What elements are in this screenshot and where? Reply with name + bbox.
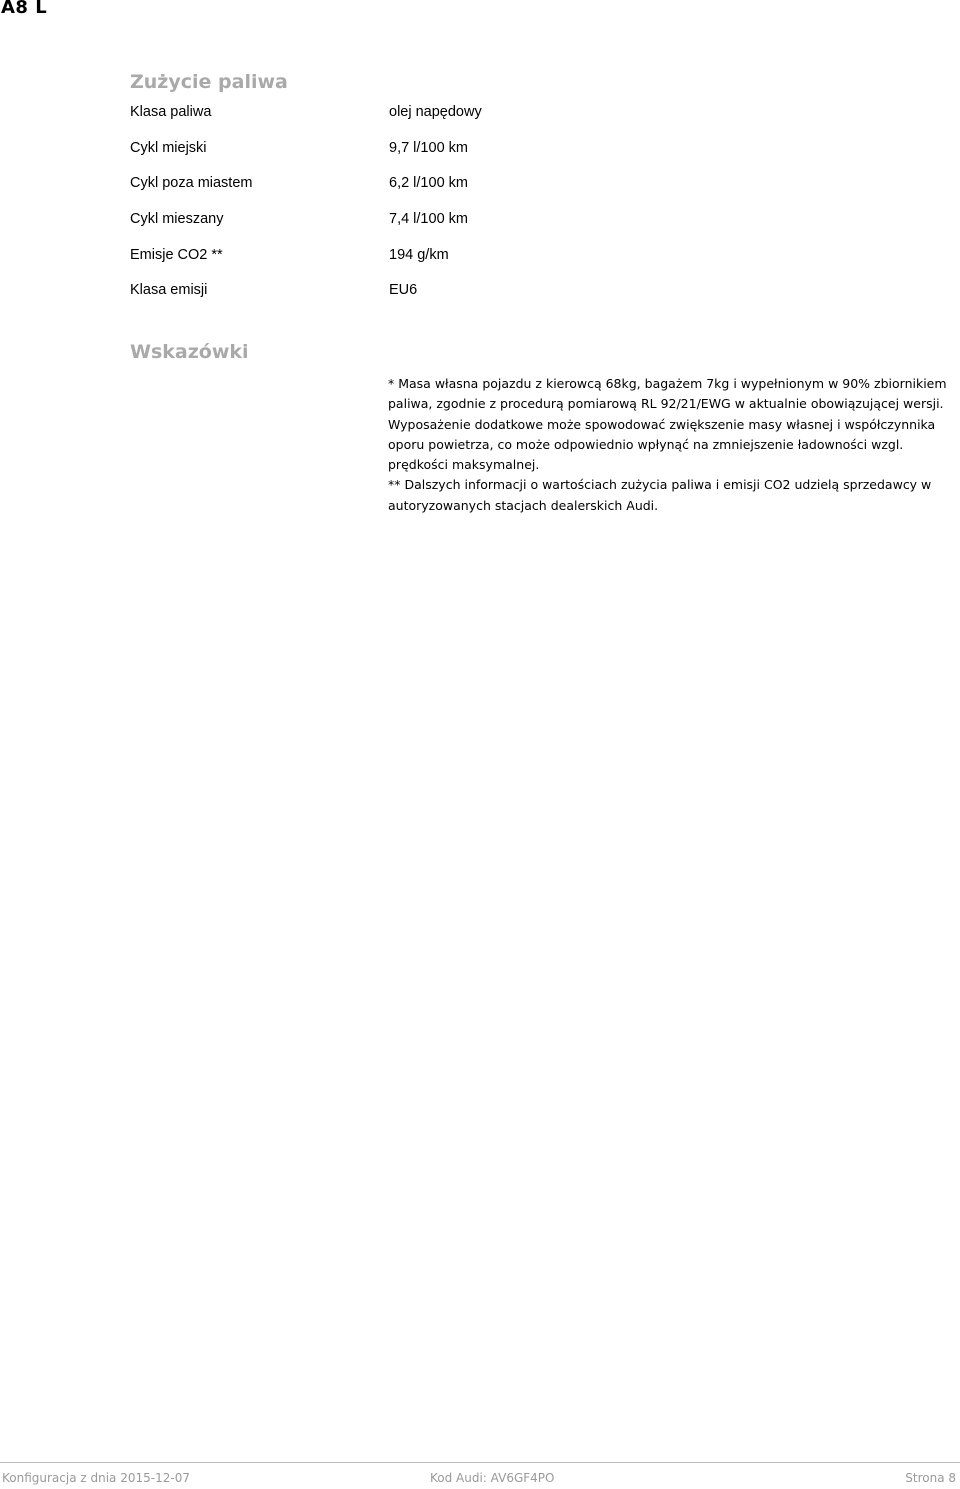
fuel-value: 9,7 l/100 km <box>389 139 468 156</box>
footer-page-number: Strona 8 <box>905 1471 956 1485</box>
fuel-consumption-heading: Zużycie paliwa <box>130 71 288 93</box>
fuel-label: Cykl mieszany <box>130 211 224 228</box>
fuel-value: 6,2 l/100 km <box>389 175 468 192</box>
note-paragraph: ** Dalszych informacji o wartościach zużycia paliwa i emisji CO2 udzielą sprzedawcy w autoryzowanych stacjach dealerskich Audi. <box>388 477 932 513</box>
footer-divider <box>0 1462 960 1463</box>
footer-audi-code: Kod Audi: AV6GF4PO <box>430 1471 555 1485</box>
notes-block <box>388 374 948 516</box>
fuel-label: Klasa paliwa <box>130 104 212 120</box>
fuel-value: 7,4 l/100 km <box>389 211 468 228</box>
fuel-label: Klasa emisji <box>130 282 208 299</box>
fuel-label: Cykl miejski <box>130 139 207 156</box>
note-paragraph: * Masa własna pojazdu z kierowcą 68kg, bagażem 7kg i wypełnionym w 90% zbiornikiem paliwa, zgodnie z procedurą pomiarową RL 92/21/EWG w aktualnie obowiązującej wersji. Wyposażenie dodatkowe może spowodować zwiększenie masy własnej i współczynnika oporu powietrza, co może odpowiednio wpłynąć na zmniejszenie ładowności wzgl. prędkości maksymalnej. <box>388 376 947 473</box>
fuel-value: olej napędowy <box>389 104 482 120</box>
fuel-label: Cykl poza miastem <box>130 175 253 192</box>
footer-configuration-date: Konfiguracja z dnia 2015-12-07 <box>2 1471 190 1485</box>
fuel-value: 194 g/km <box>389 246 449 263</box>
fuel-label: Emisje CO2 ** <box>130 246 223 263</box>
model-title: A8 L <box>1 0 48 18</box>
fuel-value: EU6 <box>389 282 418 299</box>
notes-heading: Wskazówki <box>130 341 249 363</box>
